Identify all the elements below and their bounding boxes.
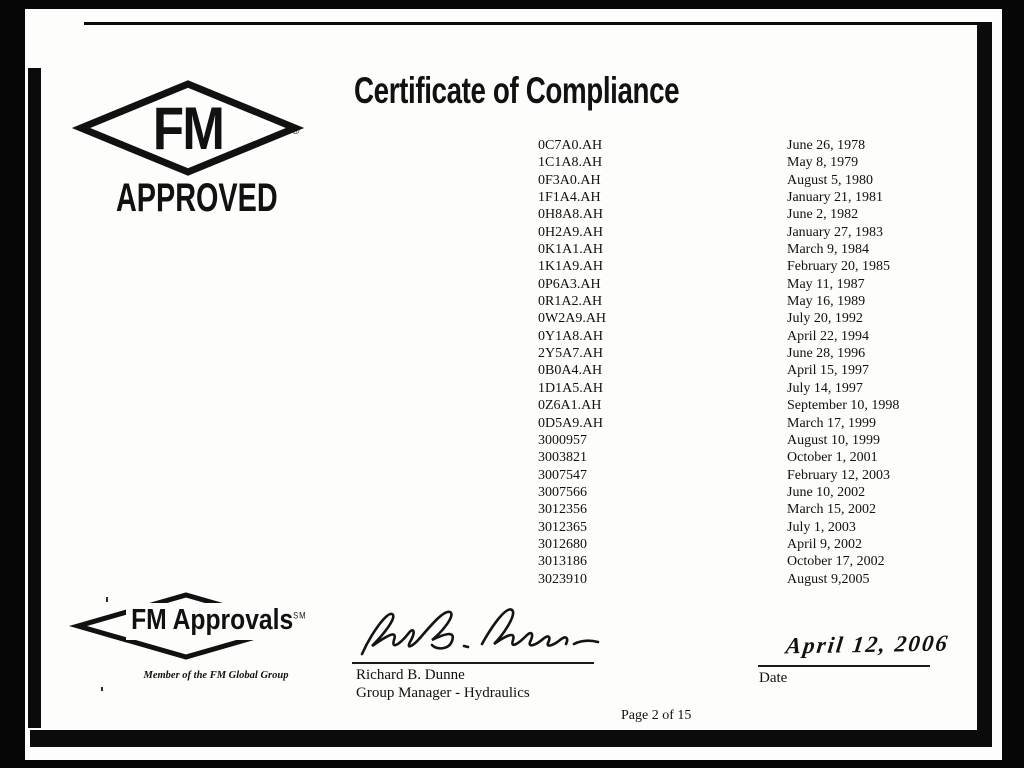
fm-global-tagline: Member of the FM Global Group xyxy=(143,670,289,681)
project-code: 0K1A1.AH xyxy=(538,242,603,258)
project-code: 1F1A4.AH xyxy=(538,190,601,206)
approval-date: June 28, 1996 xyxy=(787,346,866,362)
scan-noise-mark xyxy=(101,687,103,691)
fm-logo-approved-caption: APPROVED xyxy=(116,176,278,220)
project-code: 1D1A5.AH xyxy=(538,380,603,396)
approval-date: June 10, 2002 xyxy=(787,484,866,500)
page-number: Page 2 of 15 xyxy=(621,708,692,723)
project-code: 3023910 xyxy=(538,571,587,587)
approval-row xyxy=(538,137,958,154)
approval-row xyxy=(538,484,958,501)
project-code: 0H2A9.AH xyxy=(538,224,603,240)
project-code: 0D5A9.AH xyxy=(538,415,603,431)
approval-date: April 9, 2002 xyxy=(787,536,863,552)
approval-date: August 5, 1980 xyxy=(787,172,873,188)
project-code: 3003821 xyxy=(538,450,587,466)
project-code: 3012365 xyxy=(538,519,587,535)
project-code: 3007566 xyxy=(538,484,587,500)
fm-approvals-name: FM Approvals xyxy=(131,604,294,636)
approval-row xyxy=(538,310,958,327)
approval-row xyxy=(538,449,958,466)
approval-row xyxy=(538,154,958,171)
approval-row xyxy=(538,276,958,293)
date-label: Date xyxy=(759,670,788,686)
approval-row xyxy=(538,553,958,570)
signature-line xyxy=(352,662,594,664)
scan-edge-bottom xyxy=(30,730,992,747)
approval-date: August 10, 1999 xyxy=(787,432,880,448)
project-code: 3013186 xyxy=(538,554,587,570)
project-code: 0C7A0.AH xyxy=(538,138,603,153)
approval-row xyxy=(538,571,958,588)
scan-edge-left xyxy=(28,68,41,728)
project-code: 0F3A0.AH xyxy=(538,172,601,188)
approval-row xyxy=(538,241,958,258)
approval-row xyxy=(538,224,958,241)
approval-date: April 22, 1994 xyxy=(787,328,870,344)
date-line xyxy=(758,665,930,667)
approval-date: July 1, 2003 xyxy=(787,519,856,535)
scan-edge-top xyxy=(84,22,992,25)
approval-row xyxy=(538,328,958,345)
approval-row xyxy=(538,519,958,536)
approval-date: March 15, 2002 xyxy=(787,502,877,518)
approval-row xyxy=(538,206,958,223)
registered-trademark-symbol: ® xyxy=(292,126,300,137)
approval-row xyxy=(538,172,958,189)
approval-row xyxy=(538,536,958,553)
approval-row xyxy=(538,467,958,484)
approval-date: March 9, 1984 xyxy=(787,242,870,258)
signer-role: Group Manager - Hydraulics xyxy=(356,685,530,701)
approval-row xyxy=(538,362,958,379)
approval-date: May 16, 1989 xyxy=(787,294,866,310)
approval-date: February 20, 1985 xyxy=(787,259,891,275)
approval-date: July 20, 1992 xyxy=(787,311,863,327)
approval-row xyxy=(538,415,958,432)
signature-handwriting-icon xyxy=(346,600,614,662)
handwritten-date: April 12, 2006 xyxy=(784,630,951,659)
approval-date: May 8, 1979 xyxy=(787,155,859,171)
page-title: Certificate of Compliance xyxy=(354,70,680,111)
project-code: 0P6A3.AH xyxy=(538,276,601,292)
approval-row xyxy=(538,397,958,414)
approval-row xyxy=(538,432,958,449)
project-code: 1C1A8.AH xyxy=(538,155,603,171)
project-code: 1K1A9.AH xyxy=(538,259,603,275)
fm-logo-monogram: FM xyxy=(152,94,224,162)
approval-date: October 1, 2001 xyxy=(787,450,878,466)
project-code: 0W2A9.AH xyxy=(538,311,607,327)
project-code: 3012356 xyxy=(538,502,587,518)
project-code: 3000957 xyxy=(538,432,587,448)
approval-row xyxy=(538,345,958,362)
project-code: 2Y5A7.AH xyxy=(538,346,603,362)
approval-date: February 12, 2003 xyxy=(787,467,891,483)
approval-date: March 17, 1999 xyxy=(787,415,877,431)
approval-row xyxy=(538,501,958,518)
approval-date: October 17, 2002 xyxy=(787,554,885,570)
approval-date: April 15, 1997 xyxy=(787,363,870,379)
approval-date: September 10, 1998 xyxy=(787,398,900,414)
project-code: 0Z6A1.AH xyxy=(538,398,602,414)
approval-list xyxy=(538,137,958,588)
approval-row xyxy=(538,258,958,275)
fm-approvals-wordmark xyxy=(126,603,310,640)
approval-date: June 2, 1982 xyxy=(787,207,859,223)
approval-row xyxy=(538,380,958,397)
signer-name: Richard B. Dunne xyxy=(356,667,465,683)
approval-date: January 27, 1983 xyxy=(787,224,884,240)
project-code: 0H8A8.AH xyxy=(538,207,603,223)
approval-date: January 21, 1981 xyxy=(787,190,884,206)
project-code: 0B0A4.AH xyxy=(538,363,603,379)
approval-date: July 14, 1997 xyxy=(787,380,863,396)
project-code: 0Y1A8.AH xyxy=(538,328,603,344)
approval-row xyxy=(538,293,958,310)
scan-edge-right xyxy=(977,22,992,747)
project-code: 0R1A2.AH xyxy=(538,294,603,310)
service-mark-symbol: SM xyxy=(293,610,307,621)
approval-row xyxy=(538,189,958,206)
approval-date: May 11, 1987 xyxy=(787,276,865,292)
project-code: 3007547 xyxy=(538,467,587,483)
approval-date: August 9,2005 xyxy=(787,571,870,587)
approval-date: June 26, 1978 xyxy=(787,138,866,153)
project-code: 3012680 xyxy=(538,536,587,552)
